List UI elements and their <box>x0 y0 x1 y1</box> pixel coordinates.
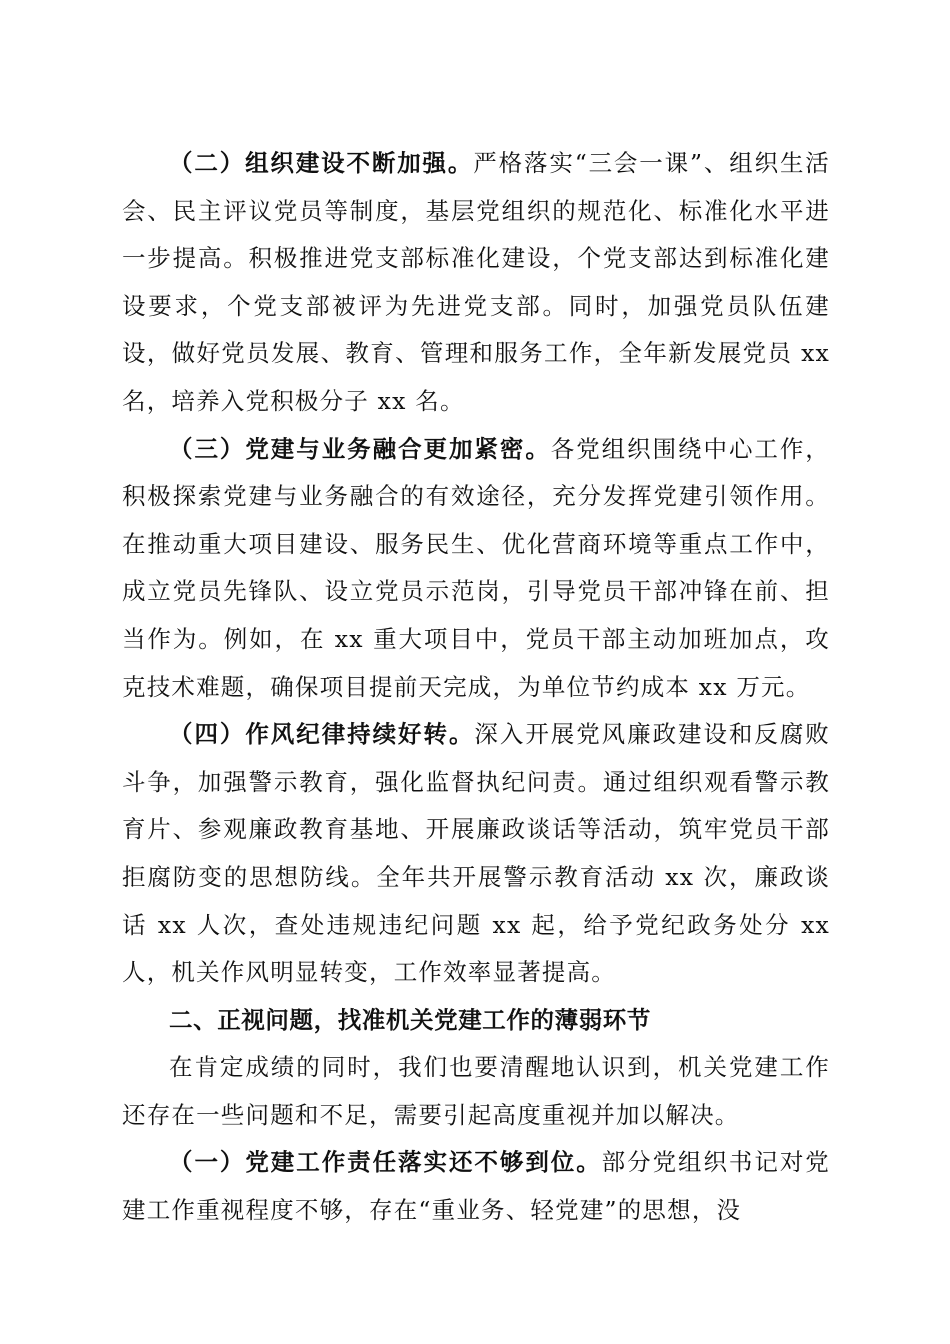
document-body <box>122 140 830 1235</box>
paragraph-lead: （二）组织建设不断加强。 <box>169 149 474 177</box>
paragraph-text: 严格落实“三会一课”、组织生活会、民主评议党员等制度，基层党组织的规范化、标准化水平进一步提高。积极推进党支部标准化建设，个党支部达到标准化建设要求，个党支部被评为先进党支部。同时，加强党员队伍建设，做好党员发展、教育、管理和服务工作，全年新发展党员 xx 名，培养入党积极分子 xx 名。 <box>122 149 830 415</box>
paragraph-text: 深入开展党风廉政建设和反腐败斗争，加强警示教育，强化监督执纪问责。通过组织观看警示教育片、参观廉政教育基地、开展廉政谈话等活动，筑牢党员干部拒腐防变的思想防线。全年共开展警示教育活动 xx 次，廉政谈话 xx 人次，查处违规违纪问题 xx 起，给予党纪政务处分 xx 人，机关作风明显转变，工作效率显著提高。 <box>122 720 830 987</box>
paragraph-text: 各党组织围绕中心工作，积极探索党建与业务融合的有效途径，充分发挥党建引领作用。在推动重大项目建设、服务民生、优化营商环境等重点工作中，成立党员先锋队、设立党员示范岗，引导党员干部冲锋在前、担当作为。例如，在 xx 重大项目中，党员干部主动加班加点，攻克技术难题，确保项目提前天完成，为单位节约成本 xx 万元。 <box>122 434 830 701</box>
paragraph-text: 部分党组织书记对党建工作重视程度不够，存在“重业务、轻党建”的思想，没 <box>122 1148 830 1225</box>
paragraph-integration <box>122 426 830 712</box>
section-heading: 二、正视问题，找准机关党建工作的薄弱环节 <box>169 1005 651 1034</box>
paragraph-lead: （三）党建与业务融合更加紧密。 <box>169 434 551 463</box>
paragraph-responsibility <box>122 1139 830 1234</box>
paragraph-lead: （四）作风纪律持续好转。 <box>169 720 475 749</box>
paragraph-discipline <box>122 711 830 997</box>
paragraph-org-building <box>122 140 830 426</box>
paragraph-lead: （一）党建工作责任落实还不够到位。 <box>169 1148 602 1177</box>
paragraph-intro: 在肯定成绩的同时，我们也要清醒地认识到，机关党建工作还存在一些问题和不足，需要引起高度重视并加以解决。 <box>122 1053 830 1129</box>
